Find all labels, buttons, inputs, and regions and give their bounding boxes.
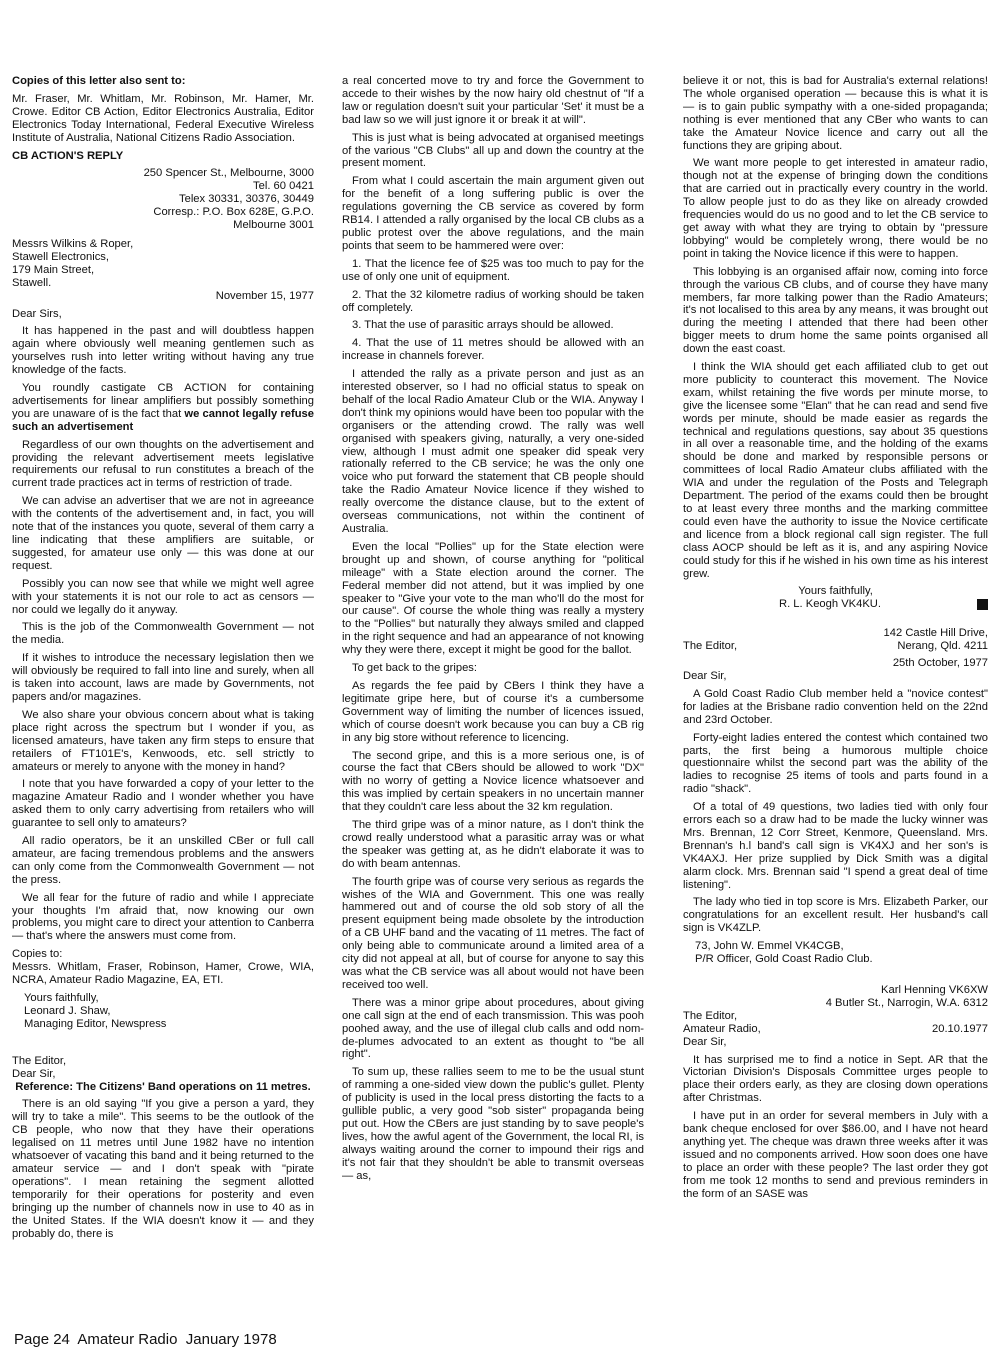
paragraph: a real concerted move to try and force the Government to accede to their wishes by the now hairy old chestnut of "If a law or regulation doesn't suit your particular 'Set' it must be a bad law so we will just ignore it or break it at will". xyxy=(342,75,644,126)
address-line: 250 Spencer St., Melbourne, 3000 xyxy=(143,167,314,180)
emphasis-text: we cannot legally refuse such an advertisement xyxy=(12,407,314,433)
address-line: Messrs Wilkins & Roper, xyxy=(12,237,134,250)
signature-line xyxy=(683,598,988,611)
copies-heading: Copies of this letter also sent to: xyxy=(12,75,186,87)
letter-date: 25th October, 1977 xyxy=(892,657,988,670)
column-2 xyxy=(342,75,644,1188)
paragraph: We can advise an advertiser that we are not in agreeance with the contents of the advertisement and, in fact, you will note that of the instances you quote, several of them carry a line indicating that these amplifiers are suitable, or suggested, for amateur use only — this was done at our request. xyxy=(12,495,314,572)
paragraph: If it wishes to introduce the necessary legislation then we will obviously be required to fall into line and surely, when all is taken into account, laws are made by Governments, not papers and/or magazines. xyxy=(12,652,314,703)
salutation: Dear Sir, xyxy=(683,1035,727,1048)
salutation: Dear Sirs, xyxy=(12,307,62,320)
paragraph: Even the local "Pollies" up for the State election were brought up and shown, of course anything for "political mileage" with a State election around the corner. The Federal member did not attend, but it was implied by one speaker to "Give your vote to the man who'll do the most for our cause". Of course the whole thing was really a mystery to the "Pollies" but naturally they always smiled and clapped in the right sequence and had an appearance of not knowing why they were there, except it might be good for the ballot. xyxy=(342,540,644,657)
signature-line: Leonard J. Shaw, xyxy=(24,1004,111,1017)
address-line: 142 Castle Hill Drive, xyxy=(883,627,988,640)
paragraph: believe it or not, this is bad for Australia's external relations! The whole organised operation — because this is what it is — is to gain public sympathy with a one-sided propaganda; nothing is ever mentioned that any CBer who wants to can take the Amateur Novice licence and carry out all the functions they are griping about. xyxy=(683,75,988,152)
paragraph: It has surprised me to find a notice in Sept. AR that the Victorian Division's Disposals Committee urges people to place their orders early, as they are closing down operations after Christmas. xyxy=(683,1053,988,1105)
signature-line: Yours faithfully, xyxy=(24,992,99,1004)
signature-line: Yours faithfully, xyxy=(798,585,873,598)
column-1 xyxy=(12,75,314,1245)
letter-addressee: The Editor, xyxy=(12,1054,67,1067)
paragraph: I note that you have forwarded a copy of your letter to the magazine Amateur Radio and I wonder whether you have asked them to only carry advertising from retailers who will guarantee to sell only to amateurs? xyxy=(12,778,314,830)
paragraph: As regards the fee paid by CBers I think they have a legitimate gripe here, but of course it's a cumbersome Government way of limiting the number of licences issued, which of course doesn't work because you can buy a CB rig in any big store without reference to licencing. xyxy=(342,679,644,744)
paragraph: All radio operators, be it an unskilled CBer or full call amateur, are facing tremendous problems and the answers can only come from the Commonwealth Government — not the press. xyxy=(12,835,314,886)
paragraph: I think the WIA should get each affiliated club to get out more publicity to counteract this movement. The Novice exam, whilst retaining the five words per minute morse, to give the licensee some "Elan" that he can read and send five words per minute, should be made easier as regards the technical and regulations questions, say about 35 questions in all over a reasonable time, and the holding of the exams should be done and marked by responsible persons or committees of local Radio Amateur clubs affiliated with the WIA and under the regulation of the Posts and Telegraph Department. The period of the exams could then be brought to at least every three months and the marking committee could even have the authority to issue the Novice certificate and licence from a block regional call sign register. The full class AOCP should be left as it is, and any aspiring Novice could study for this if he wished in his own time as his interest grew. xyxy=(683,361,988,580)
paragraph: Possibly you can now see that while we might well agree with your statements it is not our role to act as censors — nor could we legally do it anyway. xyxy=(12,577,314,616)
copies-list: Mr. Fraser, Mr. Whitlam, Mr. Robinson, Mr. Hamer, Mr. Crowe. Editor CB Action, Editor Electronics Australia, Editor Electronics Today International, Federal Executive Wireless Institute of Australia, National Citizens Radio Association. xyxy=(12,92,314,144)
paragraph: Of a total of 49 questions, two ladies tied with only four errors each so a draw had to be made the lucky winner was Mrs. Brennan, 12 Corr Street, Kenmore, Queensland. Mrs. Brennan's h.l band's call sign is VK4XJ and her son's is VK4AXJ. Her prize supplied by Dick Smith was a digital alarm clock. Mrs. Brennan said "I spend a great deal of time listening". xyxy=(683,801,988,891)
paragraph-text: You roundly castigate CB ACTION for containing advertisements for linear amplifiers but possibly something you are unaware of is the fact that xyxy=(12,382,314,420)
address-line: Stawell. xyxy=(12,276,52,289)
reference-heading: Reference: The Citizens' Band operations on 11 metres. xyxy=(15,1080,311,1093)
address-line: Nerang, Qld. 4211 xyxy=(897,640,988,653)
address-row xyxy=(683,640,988,653)
address-line: Telex 30331, 30376, 30449 xyxy=(179,193,314,206)
salutation: Dear Sir, xyxy=(683,669,727,682)
paragraph: To sum up, these rallies seem to me to be the usual stunt of ramming a one-sided view down the public's gullet. Plenty of publicity is used in the local press distorting the facts to a gullible public, a very good "sob sister" propaganda being put out. How the CBers are just standing by to save people's lives, how the awful agent of the Government, the local RI, is always waiting around the corner to impound their rigs and it's not fair that they shouldn't be able to transmit overseas — as, xyxy=(342,1066,644,1182)
paragraph: There was a minor gripe about procedures, about giving one call sign at the end of each transmission. This was pooh poohed away, and the use of illegal club calls and odd nom-de-plumes advocated to an extent as thought to "be all right". xyxy=(342,996,644,1061)
paragraph: There is an old saying "If you give a person a yard, they will try to take a mile". This seems to be the outlook of the CB people, who now that they have their operations legalised on 11 metres until June 1982 have no intention whatsoever of vacating this band and it being returned to the amateur service — and I don't speak with "pirate operations". I mean retaining the segment allotted temporarily for their operations for posterity and even bringing up the number of channels now in use to 40 as in the United States. If the WIA doesn't know it — and they probably do, there is xyxy=(12,1098,314,1240)
reply-heading: CB ACTION'S REPLY xyxy=(12,149,124,162)
paragraph: This lobbying is an organised affair now, coming into force through the various CB clubs, and of course they have many members, far more talking power than the Radio Amateurs; it's not localised to this area by any means, it was brought out during the meeting I attended that there had been other bigger meets to drum home the same points organised all down the east coast. xyxy=(683,265,988,356)
paragraph: The third gripe was of a minor nature, as I don't think the crowd really understood what a parasitic array was or what the speaker was getting at, as he didn't elaborate it was to do with beam antennas. xyxy=(342,819,644,870)
sender-address xyxy=(12,167,314,232)
paragraph: The fourth gripe was of course very serious as regards the wishes of the WIA and Government. This one was really hammered out and of course the old sob story of all the present equipment being made obsolete by the introduction of a CB UHF band and the vacating of 11 metres. The fact of only being able to communicate around a limited area of a city did not appeal at all, but of course for anyone to say this was what the CB service was all about would not have been received too well. xyxy=(342,875,644,991)
copies-to-heading: Copies to: xyxy=(12,948,63,961)
paragraph: Forty-eight ladies entered the contest which contained two parts, the first being a humorous multiple choice questionnaire whilst the second part was the ability of the ladies to recognise 25 items of tools and parts found in a radio "shack". xyxy=(683,731,988,796)
paragraph: From what I could ascertain the main argument given out for the benefit of a long suffering public is over the regulations governing the CB service as covered by form RB14. I attended a rally organised by the local CB clubs as a public protest over the above regulations, and the main points that seem to be hammered were over: xyxy=(342,175,644,252)
paragraph: Regardless of our own thoughts on the advertisement and providing the relevant advertisement meets legislative requirements our refusal to run constitutes a breach of the current trade practices act in terms of restriction of trade. xyxy=(12,438,314,490)
list-item: 4. That the use of 11 metres should be allowed with an increase in channels forever. xyxy=(342,337,644,363)
address-line: Corresp.: P.O. Box 628E, G.P.O. xyxy=(153,206,314,219)
copies-to-list: Messrs. Whitlam, Fraser, Robinson, Hamer, Crowe, WIA, NCRA, Amateur Radio Magazine, EA, ETI. xyxy=(12,961,314,987)
end-of-article-icon xyxy=(977,599,988,610)
recipient-address xyxy=(12,238,314,290)
paragraph: The second gripe, and this is a more serious one, is of course the fact that CBers should be allowed to work "DX" with no worry of getting a Novice licence whatsoever and this was implied by certain speakers in no uncertain manner that they couldn't care less about the 32 km regulation. xyxy=(342,749,644,814)
paragraph: I attended the rally as a private person and just as an interested observer, so I had no official status to speak on behalf of the local Radio Amateur Club or the WIA. Anyway I don't think my opinions would have been too popular with the organisers or the attending crowd. The rally was well organised with speakers giving, naturally, a very one-sided view, although I must admit one speaker did speak very rationally referred to the CB service; he was the only one voice who put forward the statement that CB people should take the Radio Amateur Novice licence if they wished to really overcome the distance clause, but to the extent of overseas communications, not within the continent of Australia. xyxy=(342,368,644,535)
list-item: 3. That the use of parasitic arrays should be allowed. xyxy=(352,319,614,332)
letter-date: November 15, 1977 xyxy=(215,289,314,302)
paragraph: This is the job of the Commonwealth Government — not the media. xyxy=(12,621,314,647)
paragraph: This is just what is being advocated at organised meetings of the various "CB Clubs" all up and down the country at the present moment. xyxy=(342,131,644,170)
address-line: 179 Main Street, xyxy=(12,263,95,276)
paragraph xyxy=(12,382,314,434)
signature-line: Managing Editor, Newspress xyxy=(24,1017,167,1030)
signature-line: P/R Officer, Gold Coast Radio Club. xyxy=(695,953,873,966)
letter-addressee: Amateur Radio, xyxy=(683,1022,761,1035)
list-item: 2. That the 32 kilometre radius of working should be taken off completely. xyxy=(342,288,644,314)
paragraph: The lady who tied in top score is Mrs. Elizabeth Parker, our congratulations for an excellent result. Her husband's call sign is VK4ZLP. xyxy=(683,896,988,935)
paragraph: We also share your obvious concern about what is taking place right across the spectrum but I wonder if you, as licensed amateurs, have taken any firm steps to ensure that retailers of FT101E's, Kenwoods, etc. sell strictly to amateurs or merely to anyone with the money in hand? xyxy=(12,708,314,773)
paragraph: A Gold Coast Radio Club member held a "novice contest" for ladies at the Brisbane radio convention held on the 22nd and 23rd October. xyxy=(683,687,988,726)
salutation: Dear Sir, xyxy=(12,1067,56,1080)
signature-line: 73, John W. Emmel VK4CGB, xyxy=(695,940,844,953)
signature-name: R. L. Keogh VK4KU. xyxy=(779,598,881,611)
letter-addressee: The Editor, xyxy=(683,640,738,653)
address-line: Melbourne 3001 xyxy=(233,219,314,232)
address-line: 4 Butler St., Narrogin, W.A. 6312 xyxy=(825,996,988,1009)
page-footer: Page 24 Amateur Radio January 1978 xyxy=(14,1331,277,1348)
letter-date: 20.10.1977 xyxy=(932,1022,988,1035)
paragraph: We want more people to get interested in amateur radio, though not at the expense of bringing down the conditions that are carried out in practically every country in the world. To allow people just to do as they like on already crowded frequencies would do us no good and to let the CB service to get away with what they are trying to obtain by "pressure lobbying" would be completely wrong, there would be no point in taking the Novice licence if this were to happen. xyxy=(683,157,988,260)
column-3 xyxy=(683,75,988,1206)
address-line: Stawell Electronics, xyxy=(12,250,109,263)
sender-name: Karl Henning VK6XW xyxy=(881,984,988,996)
paragraph: To get back to the gripes: xyxy=(352,662,478,675)
letter-addressee: The Editor, xyxy=(683,1009,738,1022)
address-line: Tel. 60 0421 xyxy=(253,180,314,193)
list-item: 1. That the licence fee of $25 was too much to pay for the use of only one unit of equipment. xyxy=(342,257,644,283)
paragraph: It has happened in the past and will doubtless happen again where obviously well meaning gentlemen such as yourselves rush into letter writing without having any true knowledge of the facts. xyxy=(12,325,314,377)
paragraph: We all fear for the future of radio and while I appreciate your thoughts I'm afraid that, now knowing our own problems, you might care to direct your attention to Canberra — that's where the answers must come from. xyxy=(12,891,314,943)
paragraph: I have put in an order for several members in July with a bank cheque enclosed for over $86.00, and I have not heard anything yet. The cheque was drawn three weeks after it was issued and no components arrived. How soon does one have to place an order with these people? The last order they got from me took 12 months to send and previous reminders in the form of an SASE was xyxy=(683,1110,988,1200)
address-row xyxy=(683,1023,988,1036)
